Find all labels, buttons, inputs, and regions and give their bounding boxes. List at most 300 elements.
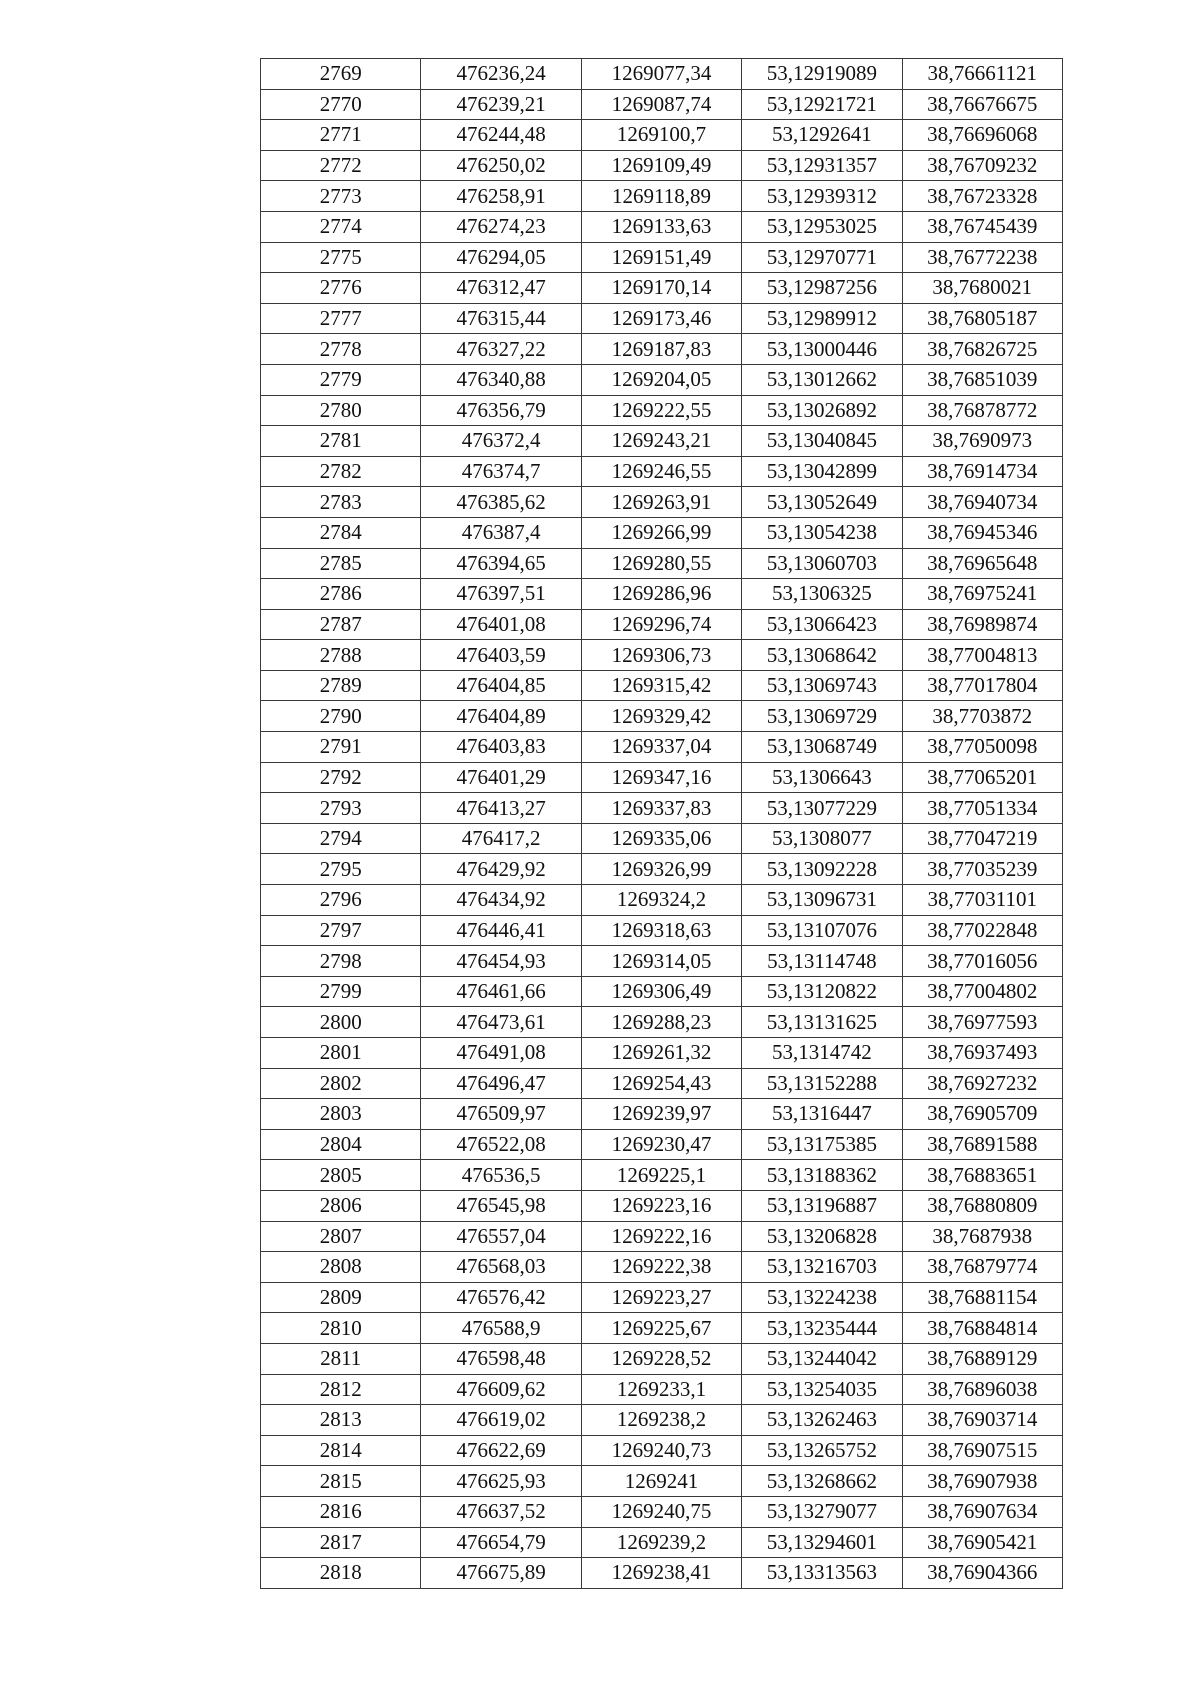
table-row xyxy=(261,1007,1063,1038)
x-coordinate-cell: 476446,41 xyxy=(421,915,581,946)
point-number-cell: 2771 xyxy=(261,120,421,151)
table-row xyxy=(261,395,1063,426)
y-coordinate-cell: 1269223,16 xyxy=(581,1190,741,1221)
y-coordinate-cell: 1269118,89 xyxy=(581,181,741,212)
latitude-cell: 53,13216703 xyxy=(742,1252,902,1283)
latitude-cell: 53,12987256 xyxy=(742,273,902,304)
latitude-cell: 53,13235444 xyxy=(742,1313,902,1344)
table-row xyxy=(261,487,1063,518)
longitude-cell: 38,76940734 xyxy=(902,487,1062,518)
point-number-cell: 2800 xyxy=(261,1007,421,1038)
point-number-cell: 2809 xyxy=(261,1282,421,1313)
point-number-cell: 2812 xyxy=(261,1374,421,1405)
latitude-cell: 53,12939312 xyxy=(742,181,902,212)
latitude-cell: 53,13107076 xyxy=(742,915,902,946)
point-number-cell: 2772 xyxy=(261,150,421,181)
table-row xyxy=(261,1558,1063,1589)
latitude-cell: 53,1306643 xyxy=(742,762,902,793)
y-coordinate-cell: 1269266,99 xyxy=(581,517,741,548)
y-coordinate-cell: 1269238,2 xyxy=(581,1405,741,1436)
latitude-cell: 53,13206828 xyxy=(742,1221,902,1252)
longitude-cell: 38,76745439 xyxy=(902,211,1062,242)
latitude-cell: 53,1292641 xyxy=(742,120,902,151)
longitude-cell: 38,77004802 xyxy=(902,976,1062,1007)
point-number-cell: 2810 xyxy=(261,1313,421,1344)
y-coordinate-cell: 1269087,74 xyxy=(581,89,741,120)
x-coordinate-cell: 476250,02 xyxy=(421,150,581,181)
latitude-cell: 53,13224238 xyxy=(742,1282,902,1313)
longitude-cell: 38,77004813 xyxy=(902,640,1062,671)
table-row xyxy=(261,1221,1063,1252)
longitude-cell: 38,76772238 xyxy=(902,242,1062,273)
x-coordinate-cell: 476401,08 xyxy=(421,609,581,640)
x-coordinate-cell: 476413,27 xyxy=(421,793,581,824)
longitude-cell: 38,76879774 xyxy=(902,1252,1062,1283)
longitude-cell: 38,76905421 xyxy=(902,1527,1062,1558)
table-row xyxy=(261,1496,1063,1527)
table-row xyxy=(261,609,1063,640)
latitude-cell: 53,1316447 xyxy=(742,1099,902,1130)
latitude-cell: 53,13012662 xyxy=(742,364,902,395)
point-number-cell: 2775 xyxy=(261,242,421,273)
x-coordinate-cell: 476236,24 xyxy=(421,59,581,90)
longitude-cell: 38,76937493 xyxy=(902,1038,1062,1069)
coordinates-table xyxy=(260,58,1063,1589)
longitude-cell: 38,76975241 xyxy=(902,579,1062,610)
point-number-cell: 2795 xyxy=(261,854,421,885)
table-row xyxy=(261,1313,1063,1344)
x-coordinate-cell: 476454,93 xyxy=(421,946,581,977)
longitude-cell: 38,76676675 xyxy=(902,89,1062,120)
latitude-cell: 53,13262463 xyxy=(742,1405,902,1436)
table-row xyxy=(261,1527,1063,1558)
point-number-cell: 2790 xyxy=(261,701,421,732)
latitude-cell: 53,13077229 xyxy=(742,793,902,824)
y-coordinate-cell: 1269240,73 xyxy=(581,1435,741,1466)
longitude-cell: 38,77050098 xyxy=(902,732,1062,763)
latitude-cell: 53,13131625 xyxy=(742,1007,902,1038)
longitude-cell: 38,77047219 xyxy=(902,823,1062,854)
latitude-cell: 53,13066423 xyxy=(742,609,902,640)
x-coordinate-cell: 476239,21 xyxy=(421,89,581,120)
longitude-cell: 38,76904366 xyxy=(902,1558,1062,1589)
longitude-cell: 38,76914734 xyxy=(902,456,1062,487)
y-coordinate-cell: 1269296,74 xyxy=(581,609,741,640)
longitude-cell: 38,76945346 xyxy=(902,517,1062,548)
table-row xyxy=(261,150,1063,181)
point-number-cell: 2786 xyxy=(261,579,421,610)
y-coordinate-cell: 1269239,97 xyxy=(581,1099,741,1130)
longitude-cell: 38,76896038 xyxy=(902,1374,1062,1405)
table-row xyxy=(261,59,1063,90)
y-coordinate-cell: 1269187,83 xyxy=(581,334,741,365)
table-row xyxy=(261,273,1063,304)
table-row xyxy=(261,1374,1063,1405)
y-coordinate-cell: 1269109,49 xyxy=(581,150,741,181)
table-row xyxy=(261,1160,1063,1191)
point-number-cell: 2773 xyxy=(261,181,421,212)
x-coordinate-cell: 476397,51 xyxy=(421,579,581,610)
longitude-cell: 38,76977593 xyxy=(902,1007,1062,1038)
point-number-cell: 2818 xyxy=(261,1558,421,1589)
longitude-cell: 38,77035239 xyxy=(902,854,1062,885)
point-number-cell: 2803 xyxy=(261,1099,421,1130)
y-coordinate-cell: 1269314,05 xyxy=(581,946,741,977)
table-row xyxy=(261,946,1063,977)
x-coordinate-cell: 476576,42 xyxy=(421,1282,581,1313)
point-number-cell: 2788 xyxy=(261,640,421,671)
longitude-cell: 38,77016056 xyxy=(902,946,1062,977)
y-coordinate-cell: 1269223,27 xyxy=(581,1282,741,1313)
latitude-cell: 53,13000446 xyxy=(742,334,902,365)
latitude-cell: 53,12921721 xyxy=(742,89,902,120)
longitude-cell: 38,76889129 xyxy=(902,1343,1062,1374)
table-row xyxy=(261,701,1063,732)
y-coordinate-cell: 1269230,47 xyxy=(581,1129,741,1160)
longitude-cell: 38,77017804 xyxy=(902,670,1062,701)
point-number-cell: 2777 xyxy=(261,303,421,334)
longitude-cell: 38,76884814 xyxy=(902,1313,1062,1344)
x-coordinate-cell: 476461,66 xyxy=(421,976,581,1007)
x-coordinate-cell: 476434,92 xyxy=(421,885,581,916)
x-coordinate-cell: 476557,04 xyxy=(421,1221,581,1252)
latitude-cell: 53,13268662 xyxy=(742,1466,902,1497)
x-coordinate-cell: 476356,79 xyxy=(421,395,581,426)
longitude-cell: 38,7690973 xyxy=(902,426,1062,457)
y-coordinate-cell: 1269306,49 xyxy=(581,976,741,1007)
point-number-cell: 2784 xyxy=(261,517,421,548)
coordinates-table-body xyxy=(261,59,1063,1589)
longitude-cell: 38,76878772 xyxy=(902,395,1062,426)
y-coordinate-cell: 1269100,7 xyxy=(581,120,741,151)
x-coordinate-cell: 476491,08 xyxy=(421,1038,581,1069)
y-coordinate-cell: 1269077,34 xyxy=(581,59,741,90)
table-row xyxy=(261,640,1063,671)
y-coordinate-cell: 1269170,14 xyxy=(581,273,741,304)
latitude-cell: 53,13068642 xyxy=(742,640,902,671)
longitude-cell: 38,77031101 xyxy=(902,885,1062,916)
latitude-cell: 53,13188362 xyxy=(742,1160,902,1191)
longitude-cell: 38,76709232 xyxy=(902,150,1062,181)
table-row xyxy=(261,548,1063,579)
y-coordinate-cell: 1269151,49 xyxy=(581,242,741,273)
table-row xyxy=(261,732,1063,763)
x-coordinate-cell: 476509,97 xyxy=(421,1099,581,1130)
x-coordinate-cell: 476568,03 xyxy=(421,1252,581,1283)
longitude-cell: 38,76989874 xyxy=(902,609,1062,640)
latitude-cell: 53,13114748 xyxy=(742,946,902,977)
table-row xyxy=(261,885,1063,916)
y-coordinate-cell: 1269238,41 xyxy=(581,1558,741,1589)
y-coordinate-cell: 1269315,42 xyxy=(581,670,741,701)
x-coordinate-cell: 476244,48 xyxy=(421,120,581,151)
point-number-cell: 2791 xyxy=(261,732,421,763)
table-row xyxy=(261,1099,1063,1130)
table-row xyxy=(261,1068,1063,1099)
point-number-cell: 2798 xyxy=(261,946,421,977)
point-number-cell: 2783 xyxy=(261,487,421,518)
longitude-cell: 38,76907634 xyxy=(902,1496,1062,1527)
table-row xyxy=(261,793,1063,824)
y-coordinate-cell: 1269261,32 xyxy=(581,1038,741,1069)
x-coordinate-cell: 476654,79 xyxy=(421,1527,581,1558)
y-coordinate-cell: 1269243,21 xyxy=(581,426,741,457)
x-coordinate-cell: 476404,89 xyxy=(421,701,581,732)
latitude-cell: 53,1308077 xyxy=(742,823,902,854)
latitude-cell: 53,13120822 xyxy=(742,976,902,1007)
y-coordinate-cell: 1269240,75 xyxy=(581,1496,741,1527)
point-number-cell: 2806 xyxy=(261,1190,421,1221)
table-row xyxy=(261,1129,1063,1160)
longitude-cell: 38,76661121 xyxy=(902,59,1062,90)
point-number-cell: 2804 xyxy=(261,1129,421,1160)
y-coordinate-cell: 1269173,46 xyxy=(581,303,741,334)
table-row xyxy=(261,579,1063,610)
point-number-cell: 2815 xyxy=(261,1466,421,1497)
table-row xyxy=(261,426,1063,457)
table-row xyxy=(261,456,1063,487)
point-number-cell: 2793 xyxy=(261,793,421,824)
point-number-cell: 2781 xyxy=(261,426,421,457)
latitude-cell: 53,13026892 xyxy=(742,395,902,426)
x-coordinate-cell: 476625,93 xyxy=(421,1466,581,1497)
point-number-cell: 2801 xyxy=(261,1038,421,1069)
latitude-cell: 53,12970771 xyxy=(742,242,902,273)
longitude-cell: 38,76826725 xyxy=(902,334,1062,365)
point-number-cell: 2805 xyxy=(261,1160,421,1191)
y-coordinate-cell: 1269246,55 xyxy=(581,456,741,487)
y-coordinate-cell: 1269239,2 xyxy=(581,1527,741,1558)
latitude-cell: 53,13254035 xyxy=(742,1374,902,1405)
point-number-cell: 2785 xyxy=(261,548,421,579)
latitude-cell: 53,13068749 xyxy=(742,732,902,763)
table-row xyxy=(261,1038,1063,1069)
latitude-cell: 53,13052649 xyxy=(742,487,902,518)
x-coordinate-cell: 476294,05 xyxy=(421,242,581,273)
x-coordinate-cell: 476496,47 xyxy=(421,1068,581,1099)
x-coordinate-cell: 476619,02 xyxy=(421,1405,581,1436)
table-row xyxy=(261,1282,1063,1313)
table-row xyxy=(261,823,1063,854)
longitude-cell: 38,76883651 xyxy=(902,1160,1062,1191)
y-coordinate-cell: 1269133,63 xyxy=(581,211,741,242)
x-coordinate-cell: 476622,69 xyxy=(421,1435,581,1466)
longitude-cell: 38,76881154 xyxy=(902,1282,1062,1313)
latitude-cell: 53,1314742 xyxy=(742,1038,902,1069)
point-number-cell: 2770 xyxy=(261,89,421,120)
point-number-cell: 2778 xyxy=(261,334,421,365)
x-coordinate-cell: 476545,98 xyxy=(421,1190,581,1221)
x-coordinate-cell: 476315,44 xyxy=(421,303,581,334)
x-coordinate-cell: 476374,7 xyxy=(421,456,581,487)
y-coordinate-cell: 1269306,73 xyxy=(581,640,741,671)
point-number-cell: 2808 xyxy=(261,1252,421,1283)
latitude-cell: 53,13313563 xyxy=(742,1558,902,1589)
x-coordinate-cell: 476675,89 xyxy=(421,1558,581,1589)
y-coordinate-cell: 1269347,16 xyxy=(581,762,741,793)
table-row xyxy=(261,1405,1063,1436)
y-coordinate-cell: 1269335,06 xyxy=(581,823,741,854)
latitude-cell: 53,13294601 xyxy=(742,1527,902,1558)
y-coordinate-cell: 1269225,1 xyxy=(581,1160,741,1191)
point-number-cell: 2794 xyxy=(261,823,421,854)
table-row xyxy=(261,1343,1063,1374)
x-coordinate-cell: 476429,92 xyxy=(421,854,581,885)
x-coordinate-cell: 476536,5 xyxy=(421,1160,581,1191)
x-coordinate-cell: 476588,9 xyxy=(421,1313,581,1344)
table-row xyxy=(261,334,1063,365)
longitude-cell: 38,76891588 xyxy=(902,1129,1062,1160)
x-coordinate-cell: 476258,91 xyxy=(421,181,581,212)
y-coordinate-cell: 1269329,42 xyxy=(581,701,741,732)
point-number-cell: 2814 xyxy=(261,1435,421,1466)
latitude-cell: 53,13054238 xyxy=(742,517,902,548)
latitude-cell: 53,13040845 xyxy=(742,426,902,457)
table-row xyxy=(261,670,1063,701)
longitude-cell: 38,77065201 xyxy=(902,762,1062,793)
point-number-cell: 2776 xyxy=(261,273,421,304)
x-coordinate-cell: 476340,88 xyxy=(421,364,581,395)
y-coordinate-cell: 1269204,05 xyxy=(581,364,741,395)
x-coordinate-cell: 476387,4 xyxy=(421,517,581,548)
latitude-cell: 53,13060703 xyxy=(742,548,902,579)
x-coordinate-cell: 476609,62 xyxy=(421,1374,581,1405)
latitude-cell: 53,13244042 xyxy=(742,1343,902,1374)
longitude-cell: 38,77022848 xyxy=(902,915,1062,946)
longitude-cell: 38,76880809 xyxy=(902,1190,1062,1221)
latitude-cell: 53,13069743 xyxy=(742,670,902,701)
y-coordinate-cell: 1269288,23 xyxy=(581,1007,741,1038)
table-row xyxy=(261,303,1063,334)
y-coordinate-cell: 1269222,16 xyxy=(581,1221,741,1252)
longitude-cell: 38,7680021 xyxy=(902,273,1062,304)
longitude-cell: 38,76905709 xyxy=(902,1099,1062,1130)
point-number-cell: 2789 xyxy=(261,670,421,701)
table-row xyxy=(261,762,1063,793)
table-row xyxy=(261,1190,1063,1221)
x-coordinate-cell: 476394,65 xyxy=(421,548,581,579)
table-row xyxy=(261,120,1063,151)
y-coordinate-cell: 1269337,04 xyxy=(581,732,741,763)
point-number-cell: 2782 xyxy=(261,456,421,487)
latitude-cell: 53,13096731 xyxy=(742,885,902,916)
x-coordinate-cell: 476404,85 xyxy=(421,670,581,701)
latitude-cell: 53,13152288 xyxy=(742,1068,902,1099)
table-row xyxy=(261,364,1063,395)
point-number-cell: 2792 xyxy=(261,762,421,793)
y-coordinate-cell: 1269337,83 xyxy=(581,793,741,824)
y-coordinate-cell: 1269225,67 xyxy=(581,1313,741,1344)
point-number-cell: 2813 xyxy=(261,1405,421,1436)
table-row xyxy=(261,517,1063,548)
point-number-cell: 2796 xyxy=(261,885,421,916)
x-coordinate-cell: 476385,62 xyxy=(421,487,581,518)
y-coordinate-cell: 1269326,99 xyxy=(581,854,741,885)
latitude-cell: 53,13042899 xyxy=(742,456,902,487)
longitude-cell: 38,76907938 xyxy=(902,1466,1062,1497)
longitude-cell: 38,76903714 xyxy=(902,1405,1062,1436)
x-coordinate-cell: 476274,23 xyxy=(421,211,581,242)
x-coordinate-cell: 476403,59 xyxy=(421,640,581,671)
longitude-cell: 38,7703872 xyxy=(902,701,1062,732)
y-coordinate-cell: 1269318,63 xyxy=(581,915,741,946)
x-coordinate-cell: 476401,29 xyxy=(421,762,581,793)
point-number-cell: 2807 xyxy=(261,1221,421,1252)
point-number-cell: 2817 xyxy=(261,1527,421,1558)
table-row xyxy=(261,1435,1063,1466)
longitude-cell: 38,76965648 xyxy=(902,548,1062,579)
latitude-cell: 53,12989912 xyxy=(742,303,902,334)
latitude-cell: 53,12953025 xyxy=(742,211,902,242)
latitude-cell: 53,13175385 xyxy=(742,1129,902,1160)
y-coordinate-cell: 1269222,38 xyxy=(581,1252,741,1283)
point-number-cell: 2787 xyxy=(261,609,421,640)
latitude-cell: 53,12919089 xyxy=(742,59,902,90)
latitude-cell: 53,13196887 xyxy=(742,1190,902,1221)
longitude-cell: 38,76696068 xyxy=(902,120,1062,151)
y-coordinate-cell: 1269241 xyxy=(581,1466,741,1497)
longitude-cell: 38,76907515 xyxy=(902,1435,1062,1466)
table-row xyxy=(261,976,1063,1007)
point-number-cell: 2797 xyxy=(261,915,421,946)
table-row xyxy=(261,1466,1063,1497)
point-number-cell: 2799 xyxy=(261,976,421,1007)
point-number-cell: 2802 xyxy=(261,1068,421,1099)
y-coordinate-cell: 1269280,55 xyxy=(581,548,741,579)
latitude-cell: 53,1306325 xyxy=(742,579,902,610)
x-coordinate-cell: 476327,22 xyxy=(421,334,581,365)
x-coordinate-cell: 476473,61 xyxy=(421,1007,581,1038)
latitude-cell: 53,13069729 xyxy=(742,701,902,732)
x-coordinate-cell: 476598,48 xyxy=(421,1343,581,1374)
table-row xyxy=(261,242,1063,273)
table-row xyxy=(261,1252,1063,1283)
table-row xyxy=(261,854,1063,885)
longitude-cell: 38,76927232 xyxy=(902,1068,1062,1099)
longitude-cell: 38,76805187 xyxy=(902,303,1062,334)
x-coordinate-cell: 476372,4 xyxy=(421,426,581,457)
x-coordinate-cell: 476417,2 xyxy=(421,823,581,854)
latitude-cell: 53,13279077 xyxy=(742,1496,902,1527)
table-row xyxy=(261,89,1063,120)
y-coordinate-cell: 1269222,55 xyxy=(581,395,741,426)
x-coordinate-cell: 476522,08 xyxy=(421,1129,581,1160)
y-coordinate-cell: 1269233,1 xyxy=(581,1374,741,1405)
point-number-cell: 2816 xyxy=(261,1496,421,1527)
longitude-cell: 38,76723328 xyxy=(902,181,1062,212)
latitude-cell: 53,12931357 xyxy=(742,150,902,181)
x-coordinate-cell: 476403,83 xyxy=(421,732,581,763)
x-coordinate-cell: 476637,52 xyxy=(421,1496,581,1527)
longitude-cell: 38,76851039 xyxy=(902,364,1062,395)
latitude-cell: 53,13265752 xyxy=(742,1435,902,1466)
table-row xyxy=(261,181,1063,212)
point-number-cell: 2774 xyxy=(261,211,421,242)
y-coordinate-cell: 1269254,43 xyxy=(581,1068,741,1099)
longitude-cell: 38,7687938 xyxy=(902,1221,1062,1252)
point-number-cell: 2779 xyxy=(261,364,421,395)
longitude-cell: 38,77051334 xyxy=(902,793,1062,824)
y-coordinate-cell: 1269324,2 xyxy=(581,885,741,916)
x-coordinate-cell: 476312,47 xyxy=(421,273,581,304)
y-coordinate-cell: 1269228,52 xyxy=(581,1343,741,1374)
table-row xyxy=(261,915,1063,946)
point-number-cell: 2769 xyxy=(261,59,421,90)
point-number-cell: 2780 xyxy=(261,395,421,426)
y-coordinate-cell: 1269286,96 xyxy=(581,579,741,610)
latitude-cell: 53,13092228 xyxy=(742,854,902,885)
point-number-cell: 2811 xyxy=(261,1343,421,1374)
